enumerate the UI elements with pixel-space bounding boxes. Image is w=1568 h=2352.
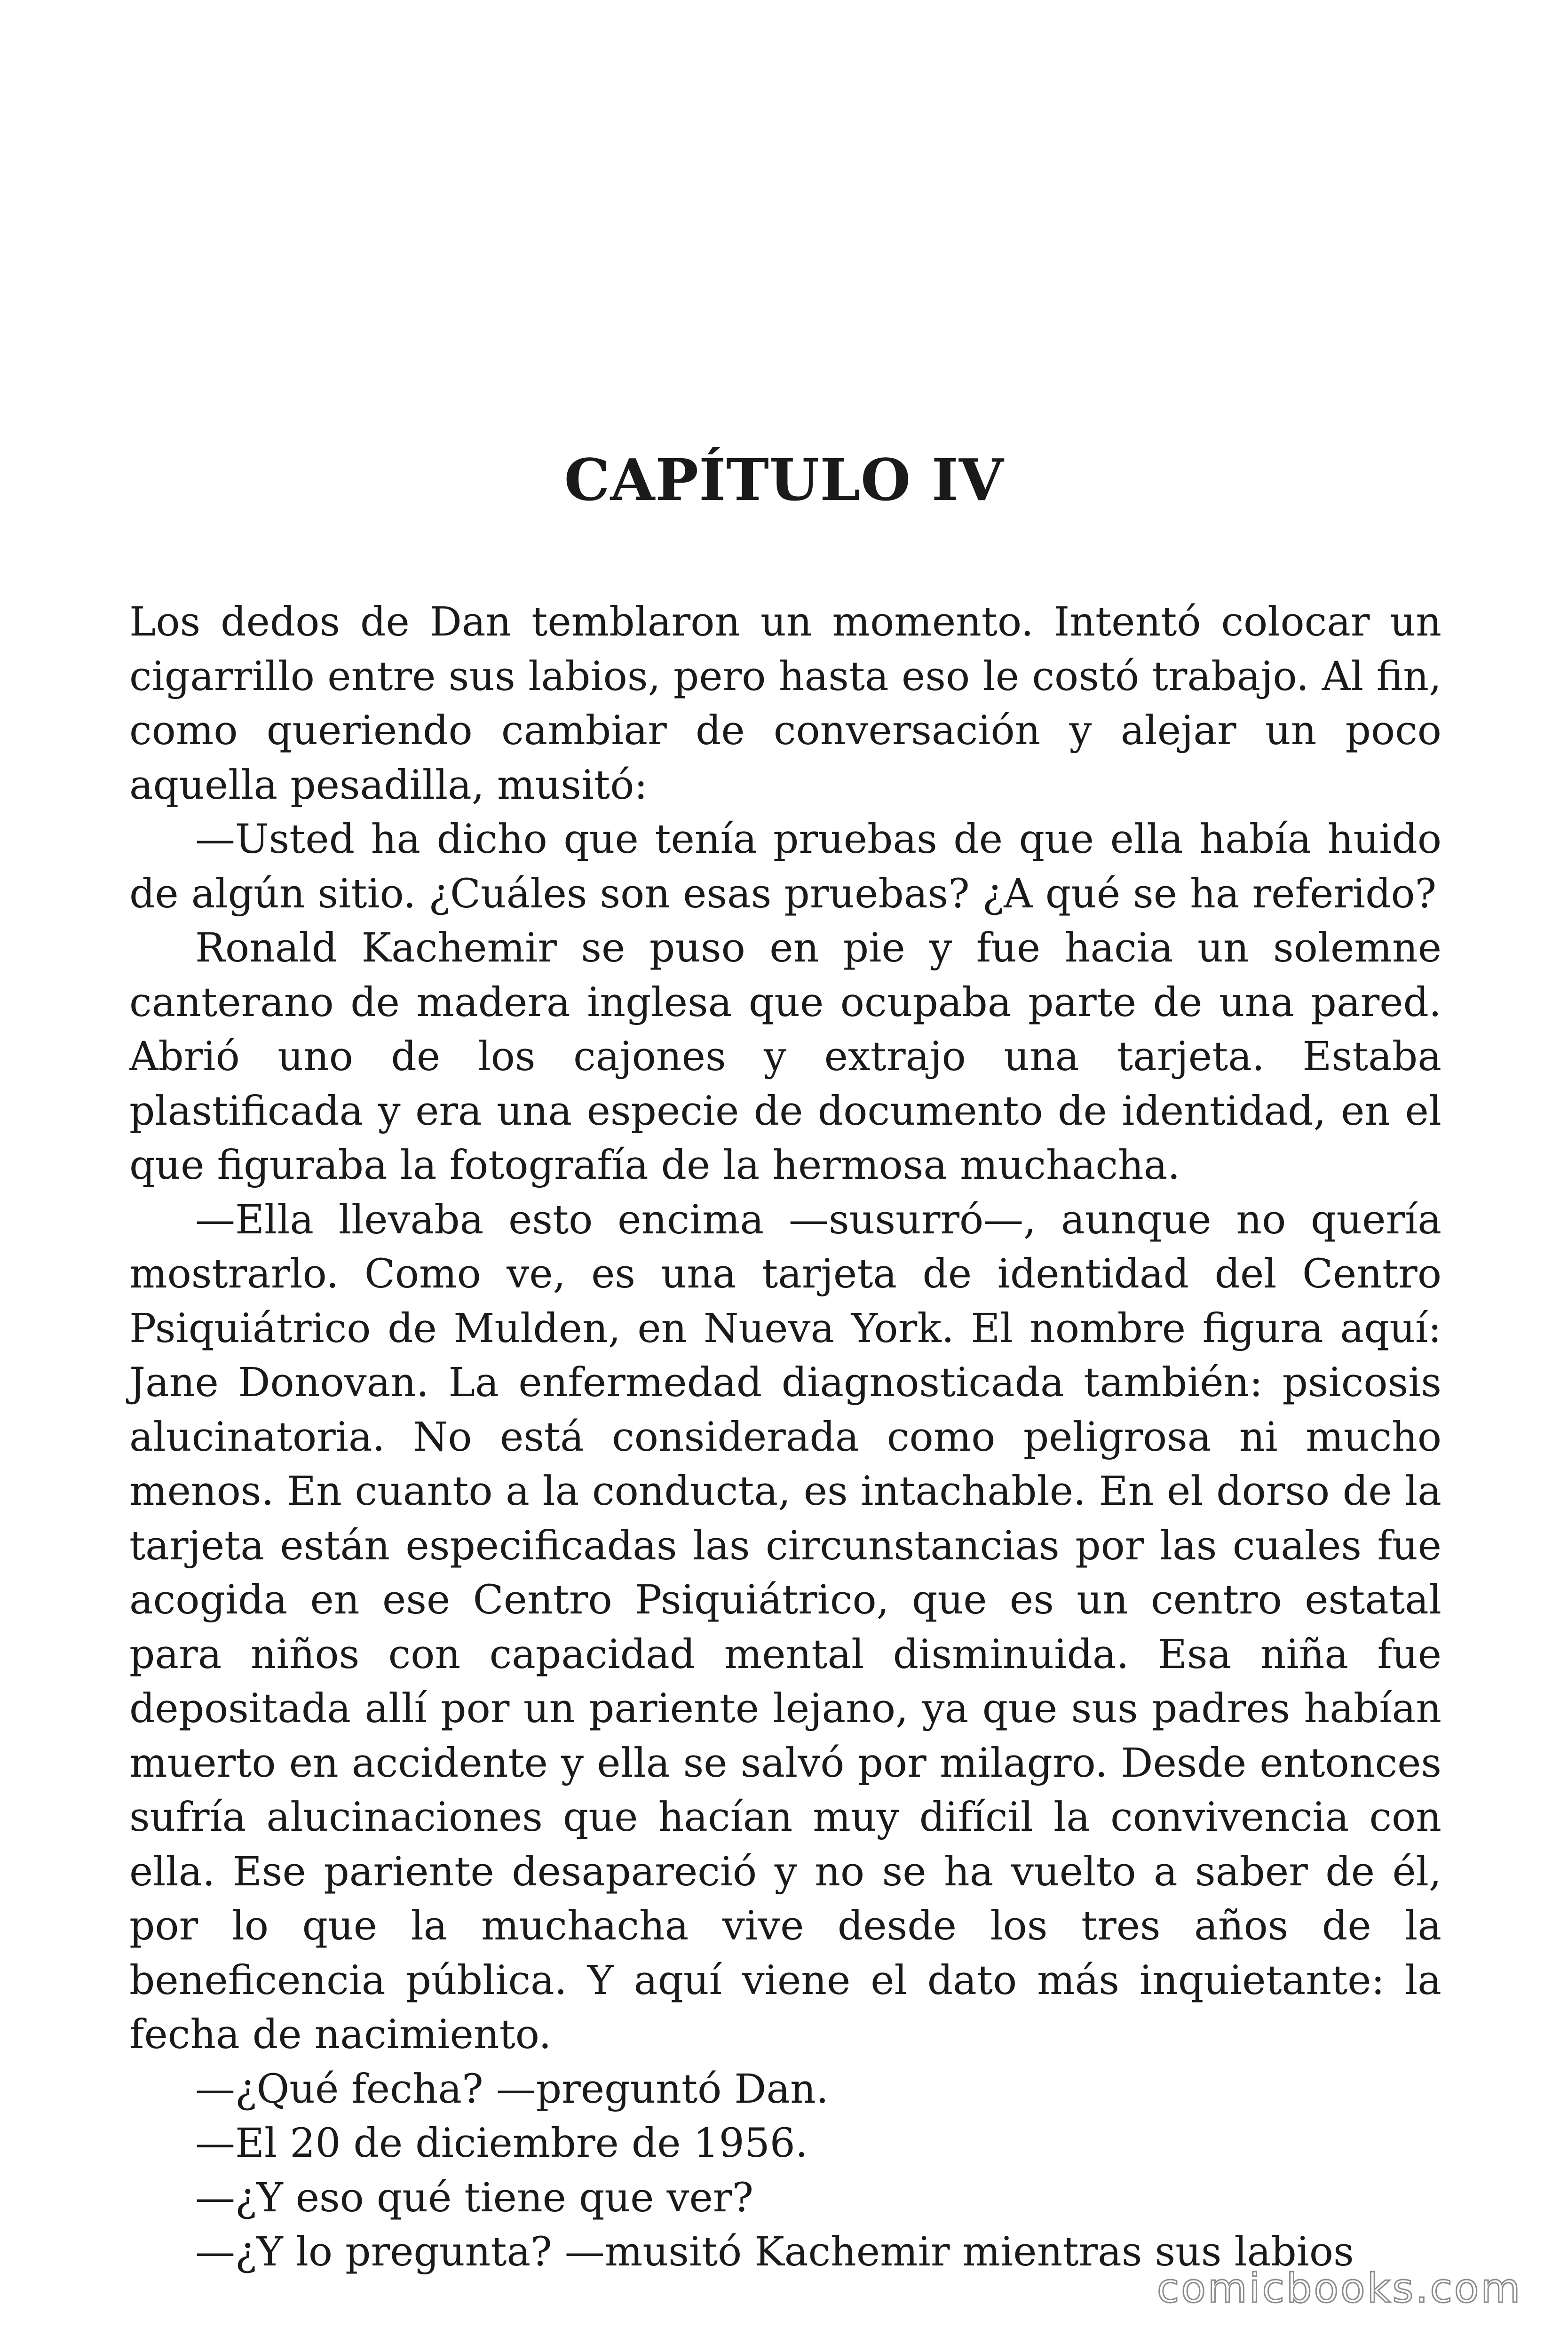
watermark: comicbooks.com xyxy=(1157,2265,1522,2312)
chapter-title: CAPÍTULO IV xyxy=(564,446,1004,514)
paragraph: Los dedos de Dan temblaron un momento. Intentó colocar un cigarrillo entre sus labios, pero hasta eso le costó trabajo. Al fin, como queriendo cambiar de conversación y alejar un poco aquella pesadilla, musitó: xyxy=(129,599,1441,809)
paragraph: —El 20 de diciembre de 1956. xyxy=(195,2120,808,2167)
paragraph: —Usted ha dicho que tenía pruebas de que ella había huido de algún sitio. ¿Cuáles son esas pruebas? ¿A qué se ha referido? xyxy=(129,816,1441,917)
chapter-body xyxy=(129,595,1441,2280)
paragraph: —Ella llevaba esto encima —susurró—, aunque no quería mostrarlo. Como ve, es una tarjeta de identidad del Centro Psiquiátrico de Mulden, en Nueva York. El nombre figura aquí: Jane Donovan. La enfermedad diagnosticada también: psicosis alucinatoria. No está considerada como peligrosa ni mucho menos. En cuanto a la conducta, es intachable. En el dorso de la tarjeta están especificadas las circunstancias por las cuales fue acogida en ese Centro Psiquiátrico, que es un centro estatal para niños con capacidad mental disminuida. Esa niña fue depositada allí por un pariente lejano, ya que sus padres habían muerto en accidente y ella se salvó por milagro. Desde entonces sufría alucinaciones que hacían muy difícil la convivencia con ella. Ese pariente desapareció y no se ha vuelto a saber de él, por lo que la muchacha vive desde los tres años de la beneficencia pública. Y aquí viene el dato más inquietante: la fecha de nacimiento. xyxy=(129,1196,1441,2058)
paragraph: Ronald Kachemir se puso en pie y fue hacia un solemne canterano de madera inglesa que ocupaba parte de una pared. Abrió uno de los cajones y extrajo una tarjeta. Estaba plastificada y era una especie de documento de identidad, en el que figuraba la fotografía de la hermosa muchacha. xyxy=(129,925,1441,1189)
paragraph: —¿Y eso qué tiene que ver? xyxy=(195,2174,754,2221)
paragraph: —¿Qué fecha? —preguntó Dan. xyxy=(195,2066,829,2113)
paragraph: —¿Y lo pregunta? —musitó Kachemir mientras sus labios xyxy=(195,2229,1354,2275)
